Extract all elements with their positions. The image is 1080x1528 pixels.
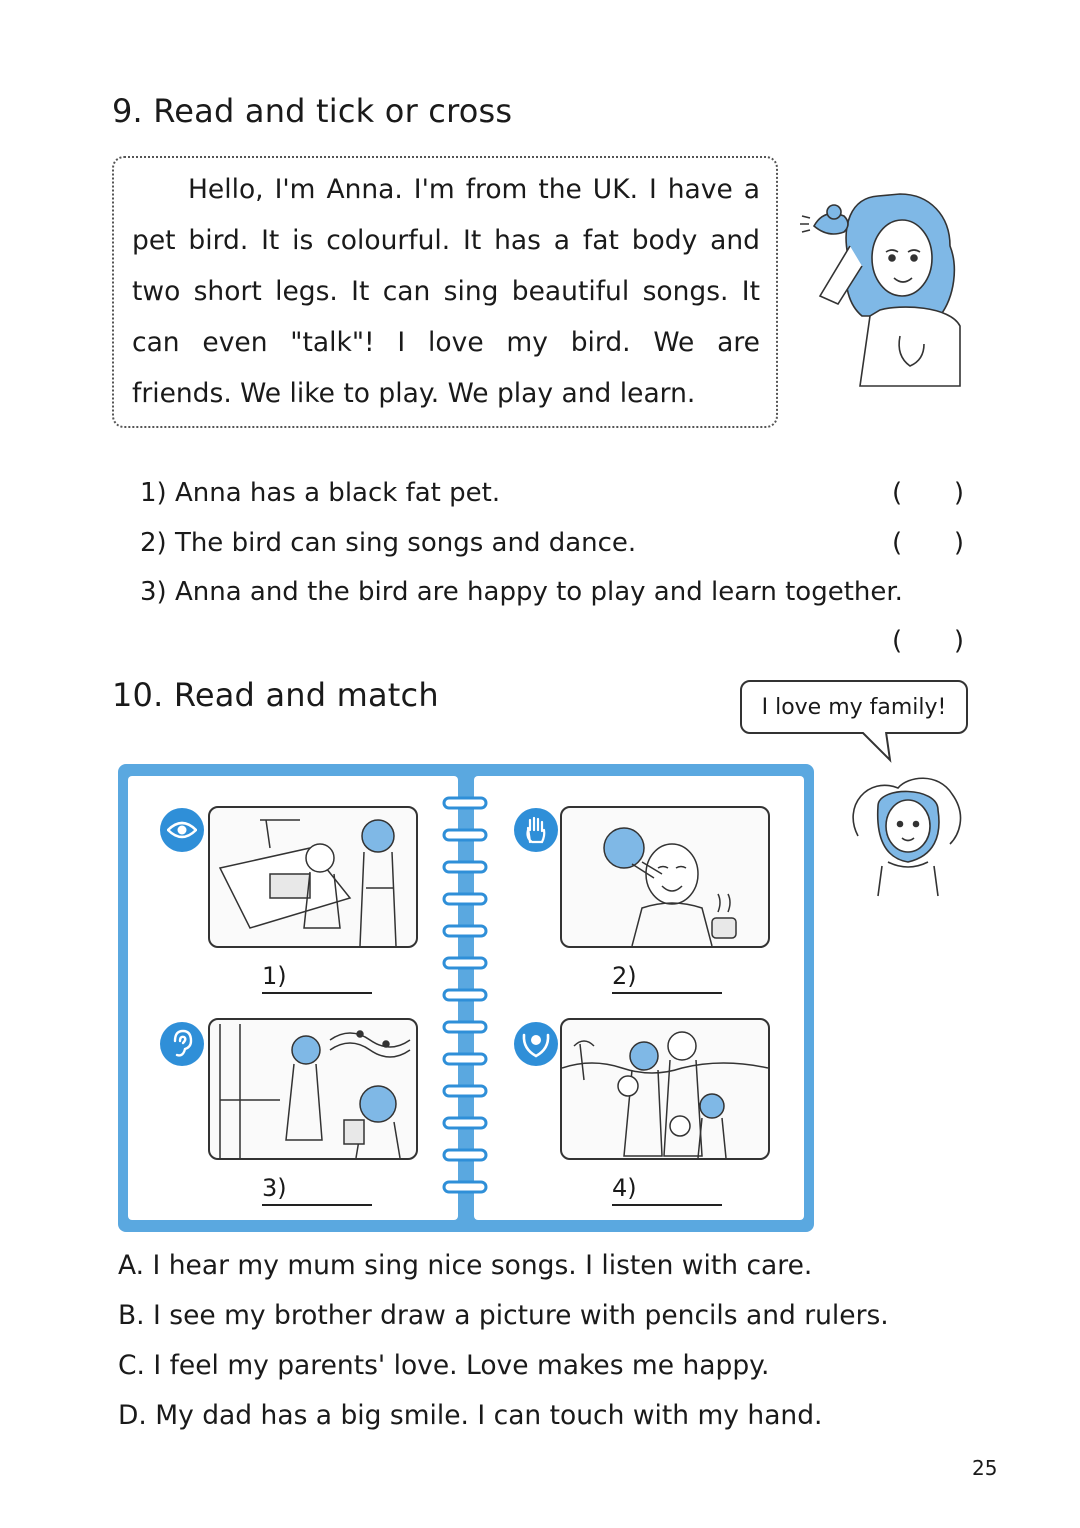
answer-box-1[interactable]: ( ) — [892, 478, 964, 508]
passage-line: can even "talk"! I love my bird. We are — [132, 327, 760, 358]
notebook-spiral — [440, 794, 490, 1204]
answer-blank-4[interactable]: 4) — [612, 1174, 722, 1206]
hand-icon — [514, 808, 558, 852]
section-10-title: 10. Read and match — [112, 676, 439, 714]
picture-1-drawing — [208, 806, 418, 948]
eye-icon — [160, 808, 204, 852]
girl-heart-hands-illustration — [838, 766, 978, 898]
picture-2-drawing — [560, 806, 770, 948]
spiral-rings — [440, 794, 490, 1204]
speech-bubble: I love my family! — [740, 680, 968, 734]
picture-3-drawing — [208, 1018, 418, 1160]
heart-person-icon — [514, 1022, 558, 1066]
passage-line: two short legs. It can sing beautiful songs. It — [132, 276, 760, 307]
question-3: 3) Anna and the bird are happy to play and learn together. — [140, 577, 903, 607]
section-9-title: 9. Read and tick or cross — [112, 92, 513, 130]
passage-line: Hello, I'm Anna. I'm from the UK. I have a — [188, 174, 760, 205]
answer-box-3[interactable]: ( ) — [892, 626, 964, 656]
option-b: B. I see my brother draw a picture with pencils and rulers. — [118, 1300, 889, 1331]
picture-4-drawing — [560, 1018, 770, 1160]
ear-icon — [160, 1022, 204, 1066]
option-c: C. I feel my parents' love. Love makes me happy. — [118, 1350, 770, 1381]
option-a: A. I hear my mum sing nice songs. I listen with care. — [118, 1250, 813, 1281]
answer-blank-1[interactable]: 1) — [262, 962, 372, 994]
girl-with-bird-illustration — [790, 186, 980, 396]
question-2: 2) The bird can sing songs and dance. — [140, 528, 637, 558]
answer-blank-2[interactable]: 2) — [612, 962, 722, 994]
passage-line: friends. We like to play. We play and learn. — [132, 378, 696, 409]
speech-bubble-tail — [860, 732, 900, 764]
answer-blank-3[interactable]: 3) — [262, 1174, 372, 1206]
passage-line: pet bird. It is colourful. It has a fat body and — [132, 225, 760, 256]
answer-box-2[interactable]: ( ) — [892, 528, 964, 558]
option-d: D. My dad has a big smile. I can touch with my hand. — [118, 1400, 823, 1431]
page-number: 25 — [972, 1456, 998, 1480]
question-1: 1) Anna has a black fat pet. — [140, 478, 501, 508]
